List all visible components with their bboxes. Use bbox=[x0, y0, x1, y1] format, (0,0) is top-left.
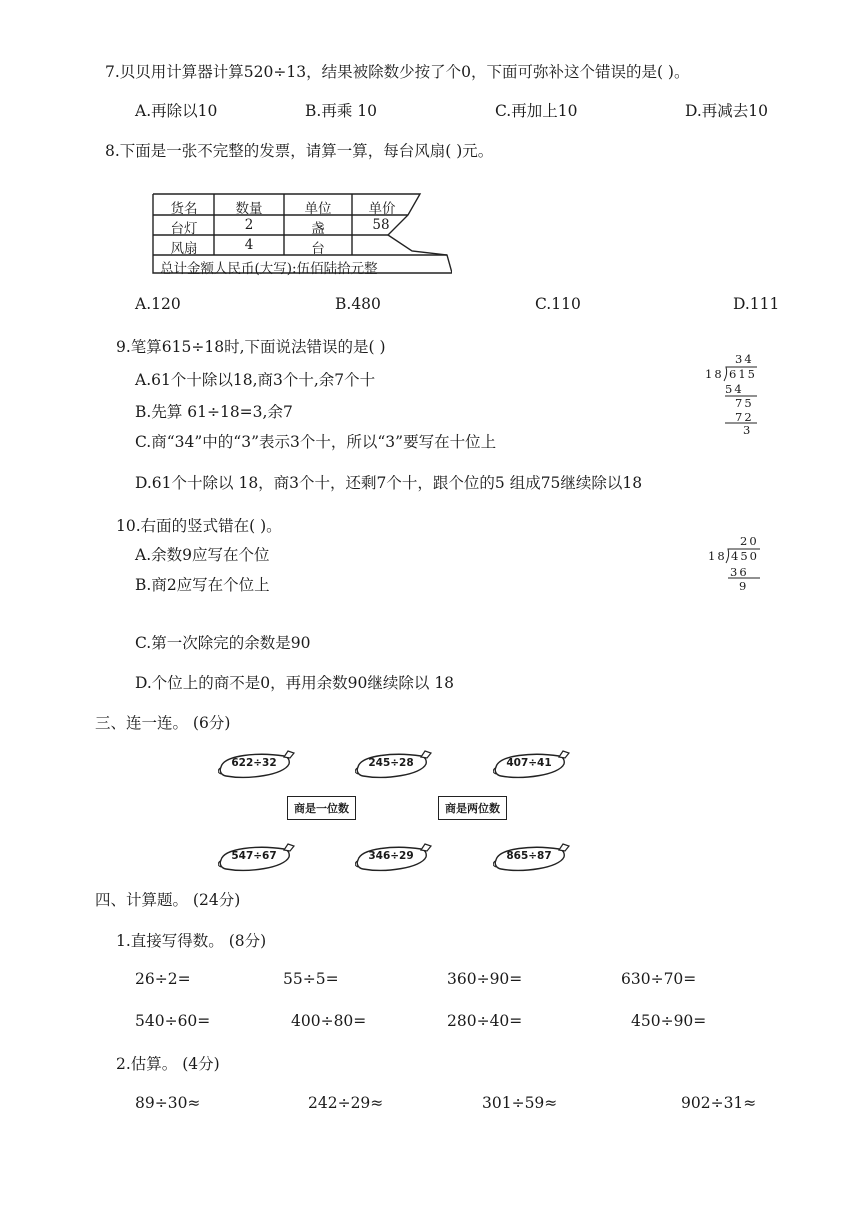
q9-dividend: 615 bbox=[729, 367, 757, 381]
q8-option-c: C.110 bbox=[535, 295, 581, 313]
invoice-header-unit: 单位 bbox=[304, 201, 332, 217]
q10-quotient: 20 bbox=[740, 534, 759, 548]
q7-option-a: A.再除以10 bbox=[135, 102, 218, 120]
q7-option-c: C.再加上10 bbox=[495, 102, 578, 120]
q9-long-division bbox=[705, 352, 765, 437]
calc-2-4: 450÷90= bbox=[631, 1012, 707, 1030]
leaf-text: 407÷41 bbox=[506, 757, 552, 769]
section4-sub1-title: 1.直接写得数。 (8分) bbox=[116, 932, 267, 950]
q10-line-2: 9 bbox=[739, 579, 749, 593]
q9-quotient: 34 bbox=[735, 352, 754, 366]
section4-title: 四、计算题。 (24分) bbox=[95, 891, 241, 909]
invoice-row2-qty: 4 bbox=[244, 237, 254, 253]
q7-stem: 7.贝贝用计算器计算520÷13，结果被除数少按了个0，下面可弥补这个错误的是( )。 bbox=[105, 63, 690, 81]
q9-line-2: 75 bbox=[735, 396, 754, 410]
calc-2-1: 540÷60= bbox=[135, 1012, 211, 1030]
invoice-table bbox=[152, 193, 452, 275]
q9-option-b: B.先算 61÷18=3,余7 bbox=[135, 403, 293, 421]
calc-2-3: 280÷40= bbox=[447, 1012, 523, 1030]
estimate-1: 89÷30≈ bbox=[135, 1094, 201, 1112]
calc-1-3: 360÷90= bbox=[447, 970, 523, 988]
leaf-top-2[interactable] bbox=[355, 750, 435, 780]
leaf-top-3[interactable] bbox=[493, 750, 573, 780]
q10-long-division bbox=[708, 534, 768, 594]
invoice-row1-qty: 2 bbox=[244, 217, 254, 233]
section3-title: 三、连一连。 (6分) bbox=[95, 714, 231, 732]
leaf-text: 245÷28 bbox=[368, 757, 414, 769]
calc-1-2: 55÷5= bbox=[283, 970, 339, 988]
calc-2-2: 400÷80= bbox=[291, 1012, 367, 1030]
section4-sub2-title: 2.估算。 (4分) bbox=[116, 1055, 220, 1073]
invoice-row2-unit: 台 bbox=[311, 241, 325, 257]
leaf-bottom-3[interactable] bbox=[493, 843, 573, 873]
estimate-4: 902÷31≈ bbox=[681, 1094, 757, 1112]
label-single-digit: 商是一位数 bbox=[287, 796, 356, 820]
q9-option-d: D.61个十除以 18，商3个十，还剩7个十，跟个位的5 组成75继续除以18 bbox=[135, 474, 643, 492]
q7-option-b: B.再乘 10 bbox=[305, 102, 377, 120]
invoice-header-name: 货名 bbox=[170, 201, 198, 217]
invoice-row2-name: 风扇 bbox=[170, 241, 198, 257]
q10-line-1: 36 bbox=[730, 565, 749, 579]
q9-line-4: 3 bbox=[743, 423, 753, 437]
q8-option-b: B.480 bbox=[335, 295, 381, 313]
label-double-digit: 商是两位数 bbox=[438, 796, 507, 820]
leaf-top-1[interactable] bbox=[218, 750, 298, 780]
leaf-text: 865÷87 bbox=[506, 850, 552, 862]
invoice-row1-name: 台灯 bbox=[170, 221, 198, 237]
q10-dividend: 450 bbox=[731, 549, 759, 563]
q10-option-c: C.第一次除完的余数是90 bbox=[135, 634, 311, 652]
leaf-text: 622÷32 bbox=[231, 757, 277, 769]
q9-line-3: 72 bbox=[735, 410, 754, 424]
q7-option-d: D.再减去10 bbox=[685, 102, 769, 120]
invoice-total: 总计金额人民币(大写):伍佰陆拾元整 bbox=[160, 261, 378, 277]
q9-option-c: C.商“34”中的“3”表示3个十，所以“3”要写在十位上 bbox=[135, 433, 497, 451]
q8-option-a: A.120 bbox=[135, 295, 181, 313]
q10-option-d: D.个位上的商不是0，再用余数90继续除以 18 bbox=[135, 674, 455, 692]
q9-option-a: A.61个十除以18,商3个十,余7个十 bbox=[135, 371, 376, 389]
q10-option-b: B.商2应写在个位上 bbox=[135, 576, 270, 594]
q8-stem: 8.下面是一张不完整的发票，请算一算，每台风扇( )元。 bbox=[105, 142, 494, 160]
q10-stem: 10.右面的竖式错在( )。 bbox=[116, 517, 282, 535]
invoice-header-qty: 数量 bbox=[235, 201, 263, 217]
estimate-2: 242÷29≈ bbox=[308, 1094, 384, 1112]
q8-option-d: D.111 bbox=[733, 295, 780, 313]
invoice-row1-unit: 盏 bbox=[311, 221, 325, 237]
calc-1-4: 630÷70= bbox=[621, 970, 697, 988]
q9-divisor: 18 bbox=[705, 367, 724, 381]
q10-division-lines bbox=[708, 534, 768, 594]
q9-division-lines bbox=[705, 352, 765, 437]
q9-line-1: 54 bbox=[725, 382, 744, 396]
estimate-3: 301÷59≈ bbox=[482, 1094, 558, 1112]
leaf-text: 346÷29 bbox=[368, 850, 414, 862]
leaf-bottom-1[interactable] bbox=[218, 843, 298, 873]
q10-option-a: A.余数9应写在个位 bbox=[135, 546, 270, 564]
invoice-row1-price: 58 bbox=[372, 217, 390, 233]
leaf-bottom-2[interactable] bbox=[355, 843, 435, 873]
q9-stem: 9.笔算615÷18时,下面说法错误的是( ) bbox=[116, 338, 386, 356]
calc-1-1: 26÷2= bbox=[135, 970, 191, 988]
q10-divisor: 18 bbox=[708, 549, 727, 563]
leaf-text: 547÷67 bbox=[231, 850, 277, 862]
invoice-header-price: 单价 bbox=[368, 201, 396, 217]
